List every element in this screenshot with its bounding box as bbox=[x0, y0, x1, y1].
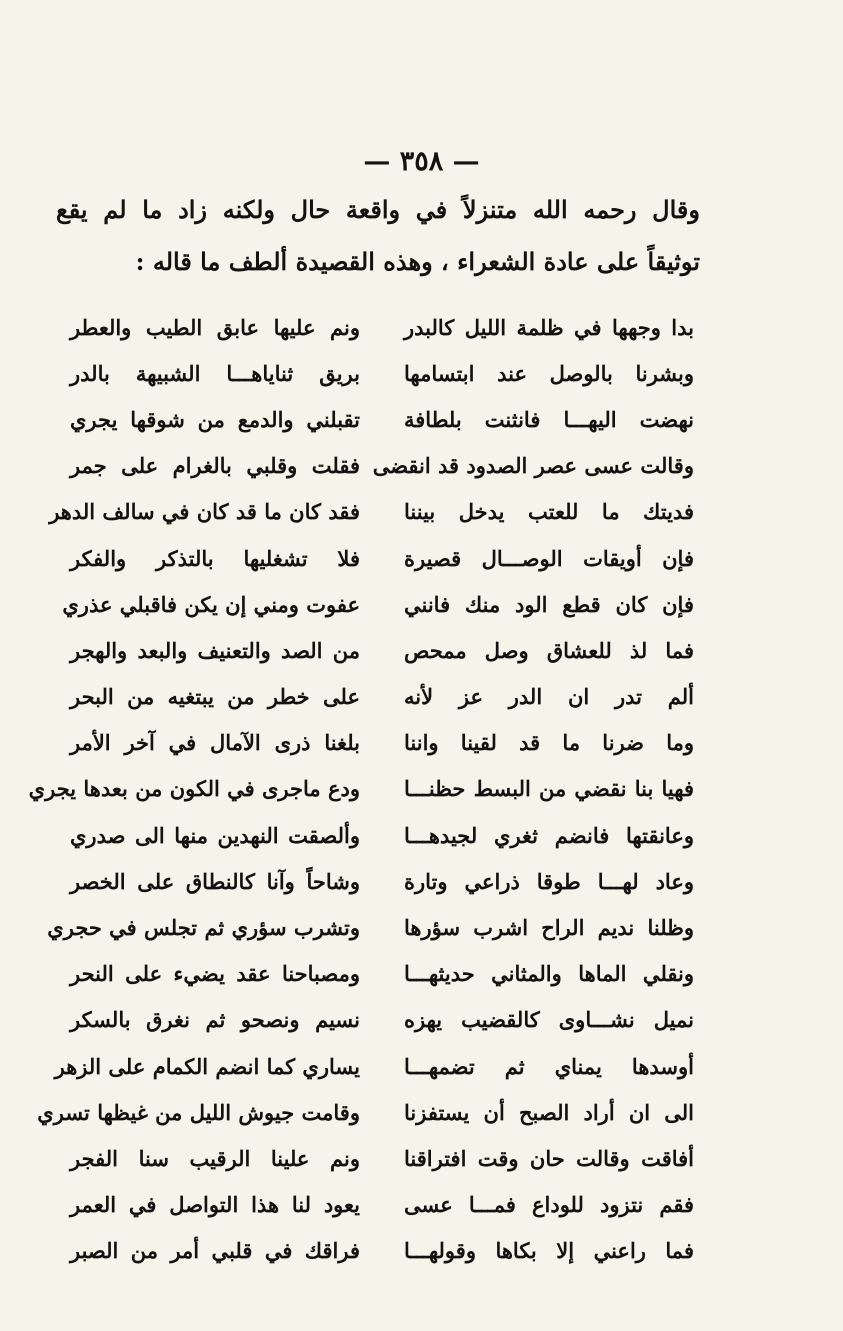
verse-second-hemistich: وتشرب سؤري ثم تجلس في حجري bbox=[47, 915, 360, 941]
intro-paragraph bbox=[56, 184, 700, 288]
verse bbox=[70, 396, 694, 442]
verse bbox=[37, 1089, 694, 1135]
verse-second-hemistich: نسيم ونصحو ثم نغرق بالسكر bbox=[70, 1007, 360, 1033]
verse-second-hemistich: عفوت ومني إن يكن فاقبلي عذري bbox=[62, 591, 360, 617]
verse-first-hemistich: وعاد لهـــا طوقا ذراعي وتارة bbox=[404, 868, 694, 894]
verse-first-hemistich: ونقلي الماها والمثاني حديثهـــا bbox=[404, 961, 694, 987]
verse-first-hemistich: الى ان أراد الصبح أن يستفزنا bbox=[404, 1099, 694, 1125]
verse bbox=[70, 304, 694, 350]
verse-second-hemistich: ونم علينا الرقيب سنا الفجر bbox=[70, 1145, 360, 1171]
verse bbox=[70, 720, 694, 766]
verse bbox=[70, 1228, 694, 1274]
verse-first-hemistich: وبشرنا بالوصل عند ابتسامها bbox=[404, 360, 694, 386]
intro-line: توثيقاً على عادة الشعراء ، وهذه القصيدة ألطف ما قاله : bbox=[135, 247, 700, 276]
verse bbox=[70, 812, 694, 858]
verse bbox=[70, 443, 694, 489]
verse-first-hemistich: فديتك ما للعتب يدخل بيننا bbox=[404, 499, 694, 525]
verse-second-hemistich: على خطر من يبتغيه من البحر bbox=[70, 684, 360, 710]
verse bbox=[28, 766, 694, 812]
verse-second-hemistich: وشاحاً وآنا كالنطاق على الخصر bbox=[70, 868, 360, 894]
verse-second-hemistich: بريق ثناياهـــا الشبيهة بالدر bbox=[70, 360, 360, 386]
verse bbox=[70, 627, 694, 673]
intro-line: وقال رحمه الله متنزلاً في واقعة حال ولكنه زاد ما لم يقع bbox=[56, 195, 700, 224]
verse-second-hemistich: وقامت جيوش الليل من غيظها تسري bbox=[37, 1099, 360, 1125]
verse bbox=[70, 997, 694, 1043]
verse-first-hemistich: وما ضرنا ما قد لقينا واننا bbox=[404, 730, 694, 756]
verse-second-hemistich: ومصباحنا عقد يضيء على النحر bbox=[70, 961, 360, 987]
verse bbox=[70, 951, 694, 997]
verse-first-hemistich: فهيا بنا نقضي من البسط حظنـــا bbox=[404, 776, 694, 802]
verse-second-hemistich: ودع ماجرى في الكون من بعدها يجري bbox=[28, 776, 360, 802]
verse bbox=[70, 674, 694, 720]
verse bbox=[70, 1135, 694, 1181]
verse bbox=[47, 904, 694, 950]
verse-first-hemistich: وعانقتها فانضم ثغري لجيدهـــا bbox=[404, 822, 694, 848]
verse-second-hemistich: تقبلني والدمع من شوقها يجري bbox=[70, 406, 360, 432]
verse bbox=[70, 535, 694, 581]
verse-second-hemistich: بلغنا ذرى الآمال في آخر الأمر bbox=[70, 730, 360, 756]
verse bbox=[70, 1182, 694, 1228]
verse-first-hemistich: فقم نتزود للوداع فمـــا عسى bbox=[404, 1192, 694, 1218]
verse bbox=[70, 858, 694, 904]
verse-second-hemistich: يعود لنا هذا التواصل في العمر bbox=[70, 1192, 360, 1218]
verse-second-hemistich: من الصد والتعنيف والبعد والهجر bbox=[70, 637, 360, 663]
verse-first-hemistich: وقالت عسى عصر الصدود قد انقضى bbox=[372, 453, 694, 479]
verse-first-hemistich: فما لذ للعشاق وصل ممحص bbox=[404, 637, 694, 663]
poem bbox=[28, 304, 694, 1274]
page-number: — ٣٥٨ — bbox=[363, 146, 480, 177]
verse-first-hemistich: نميل نشـــاوى كالقضيب يهزه bbox=[404, 1007, 694, 1033]
verse-first-hemistich: فما راعني إلا بكاها وقولهـــا bbox=[404, 1238, 694, 1264]
verse-first-hemistich: أوسدها يمناي ثم تضمهـــا bbox=[404, 1053, 694, 1079]
verse-first-hemistich: فإن أويقات الوصـــال قصيرة bbox=[404, 545, 694, 571]
verse bbox=[54, 1043, 694, 1089]
verse-second-hemistich: وألصقت النهدين منها الى صدري bbox=[70, 822, 360, 848]
verse-second-hemistich: فقلت وقلبي بالغرام على جمر bbox=[70, 453, 360, 479]
verse-first-hemistich: بدا وجهها في ظلمة الليل كالبدر bbox=[404, 314, 694, 340]
verse bbox=[70, 350, 694, 396]
verse-first-hemistich: نهضت اليهـــا فانثنت بلطافة bbox=[404, 406, 694, 432]
verse-second-hemistich: يساري كما انضم الكمام على الزهر bbox=[54, 1053, 360, 1079]
verse-first-hemistich: فإن كان قطع الود منك فانني bbox=[404, 591, 694, 617]
verse-second-hemistich: فلا تشغليها بالتذكر والفكر bbox=[70, 545, 360, 571]
verse-second-hemistich: فقد كان ما قد كان في سالف الدهر bbox=[49, 499, 360, 525]
verse-first-hemistich: وظلنا نديم الراح اشرب سؤرها bbox=[404, 915, 694, 941]
verse bbox=[62, 581, 694, 627]
verse-first-hemistich: ألم تدر ان الدر عز لأنه bbox=[404, 684, 694, 710]
verse-second-hemistich: فراقك في قلبي أمر من الصبر bbox=[70, 1238, 360, 1264]
verse bbox=[49, 489, 694, 535]
verse-second-hemistich: ونم عليها عابق الطيب والعطر bbox=[70, 314, 360, 340]
verse-first-hemistich: أفاقت وقالت حان وقت افتراقنا bbox=[404, 1145, 694, 1171]
